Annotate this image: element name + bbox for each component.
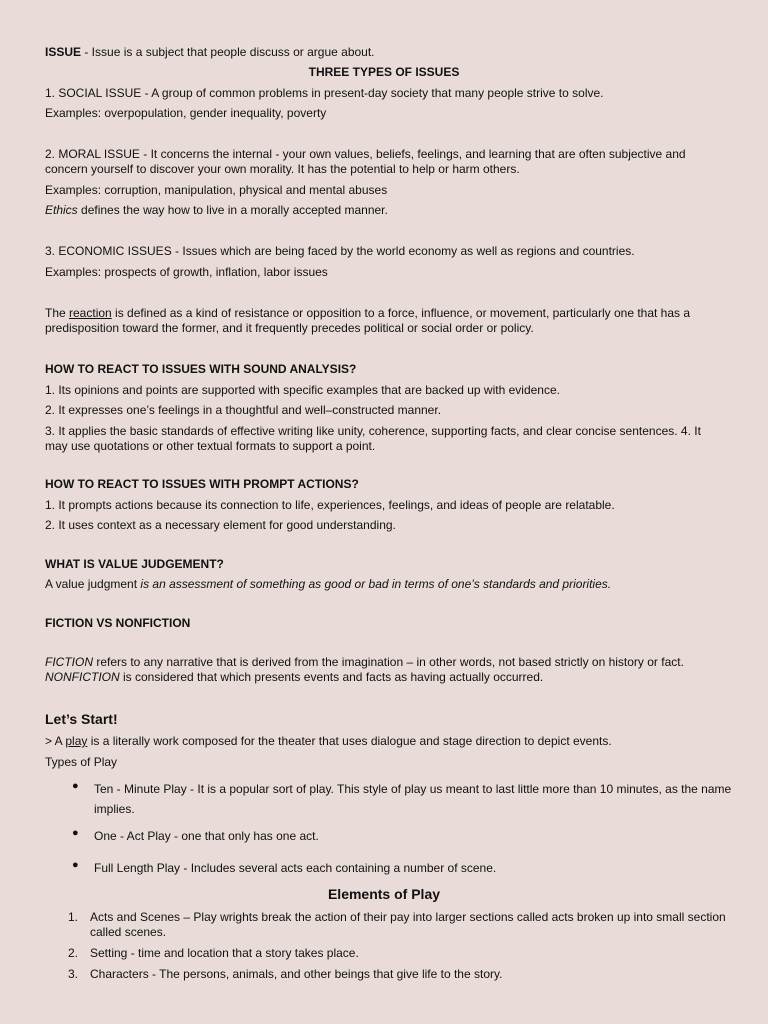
sound-analysis-heading: HOW TO REACT TO ISSUES WITH SOUND ANALYSIS?: [45, 362, 357, 376]
value-pre: A value judgment: [45, 577, 141, 591]
sound-item: 2. It expresses one’s feelings in a thoughtful and well–constructed manner.: [45, 403, 442, 417]
issue-term: ISSUE: [45, 45, 82, 59]
element-text: Characters - The persons, animals, and other beings that give life to the story.: [90, 967, 503, 981]
reaction-pre: The: [45, 306, 70, 320]
item-number: 2.: [68, 946, 79, 960]
lets-start-heading: Let’s Start!: [45, 711, 118, 727]
prompt-item: 1. It prompts actions because its connection to life, experiences, feelings, and ideas of people are relatable.: [45, 498, 615, 512]
item-number: 3.: [68, 967, 79, 981]
bullet-icon: ●: [72, 780, 79, 792]
item-number: 1.: [68, 910, 79, 924]
play-pre: > A: [45, 734, 66, 748]
play-type-text: Full Length Play - Includes several acts each containing a number of scene.: [94, 861, 497, 875]
fiction-word: FICTION: [45, 655, 93, 669]
sound-item: 3. It applies the basic standards of effective writing like unity, coherence, supporting facts, and clear concise sentences. 4. It may use quotations or other textual formats to support a point.: [45, 424, 701, 453]
element-text: Acts and Scenes – Play wrights break the action of their pay into larger sections called acts broken up into small section called scenes.: [90, 910, 726, 939]
bullet-icon: ●: [72, 859, 79, 871]
value-italic: is an assessment of something as good or bad in terms of one’s standards and priorities.: [140, 577, 612, 591]
three-types-title: THREE TYPES OF ISSUES: [308, 65, 460, 79]
types-of-play-label: Types of Play: [45, 755, 118, 769]
value-judgement-heading: WHAT IS VALUE JUDGEMENT?: [45, 557, 224, 571]
fiction-heading: FICTION VS NONFICTION: [45, 616, 191, 630]
nonfiction-word: NONFICTION: [45, 670, 120, 684]
reaction-rest: is defined as a kind of resistance or opposition to a force, influence, or movement, particularly one that has a predisposition toward the former, and it frequently precedes political or social order or policy.: [45, 306, 691, 335]
ethics-word: Ethics: [45, 203, 78, 217]
ethics-rest: defines the way how to live in a morally accepted manner.: [77, 203, 388, 217]
play-definition: [45, 734, 725, 749]
play-rest: is a literally work composed for the theater that uses dialogue and stage direction to depict events.: [87, 734, 612, 748]
moral-issue-line: 2. MORAL ISSUE - It concerns the internal - your own values, beliefs, feelings, and learning that are often subjective and concern yourself to discover your own morality. It has the potential to help or harm others.: [45, 147, 686, 176]
elements-heading: Elements of Play: [327, 886, 441, 902]
issue-def: - Issue is a subject that people discuss or argue about.: [81, 45, 375, 59]
moral-issue-examples: Examples: corruption, manipulation, physical and mental abuses: [45, 183, 388, 197]
prompt-item: 2. It uses context as a necessary element for good understanding.: [45, 518, 396, 532]
ethics-line: [45, 203, 725, 218]
fiction-rest: refers to any narrative that is derived from the imagination – in other words, not based strictly on history or fact.: [93, 655, 684, 669]
economic-issue-examples: Examples: prospects of growth, inflation, labor issues: [45, 265, 328, 279]
social-issue-examples: Examples: overpopulation, gender inequality, poverty: [45, 106, 327, 120]
economic-issue-line: 3. ECONOMIC ISSUES - Issues which are being faced by the world economy as well as regions and countries.: [45, 244, 635, 258]
sound-item: 1. Its opinions and points are supported with specific examples that are backed up with evidence.: [45, 383, 560, 397]
value-judgement-text: [45, 577, 725, 592]
reaction-word: reaction: [69, 306, 112, 320]
play-type-text: Ten - Minute Play - It is a popular sort of play. This style of play us meant to last little more than 10 minutes, as the name implies.: [94, 782, 732, 816]
play-word: play: [65, 734, 88, 748]
reaction-paragraph: [45, 306, 725, 336]
issue-definition: [45, 45, 725, 60]
prompt-actions-heading: HOW TO REACT TO ISSUES WITH PROMPT ACTIONS?: [45, 477, 359, 491]
play-type-text: One - Act Play - one that only has one act.: [94, 829, 319, 843]
social-issue-line: 1. SOCIAL ISSUE - A group of common problems in present-day society that many people strive to solve.: [45, 86, 604, 100]
fiction-paragraph: [45, 655, 725, 685]
bullet-icon: ●: [72, 827, 79, 839]
element-text: Setting - time and location that a story takes place.: [90, 946, 359, 960]
nonfiction-rest: is considered that which presents events and facts as having actually occurred.: [119, 670, 544, 684]
